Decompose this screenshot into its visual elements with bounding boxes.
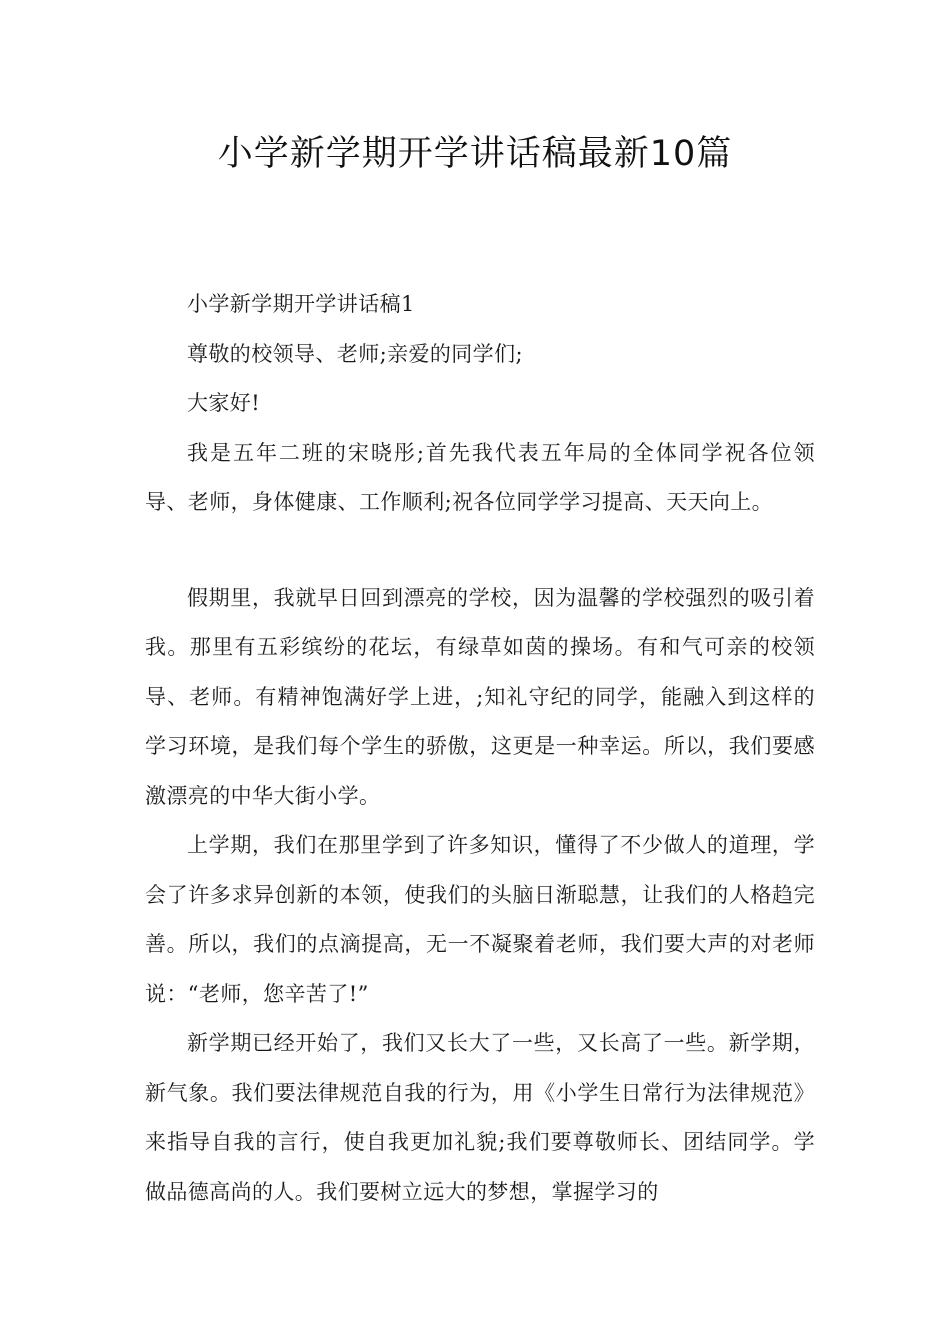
body-paragraph: 假期里，我就早日回到漂亮的学校，因为温馨的学校强烈的吸引着我。那里有五彩缤纷的花坛，有绿草如茵的操场。有和气可亲的校领导、老师。有精神饱满好学上进，;知礼守纪的同学，能融入到这样的学习环境，是我们每个学生的骄傲，这更是一种幸运。所以，我们要感激漂亮的中华大街小学。	[145, 585, 815, 808]
body-paragraph: 上学期，我们在那里学到了许多知识，懂得了不少做人的道理，学会了许多求异创新的本领，使我们的头脑日渐聪慧，让我们的人格趋完善。所以，我们的点滴提高，无一不凝聚着老师，我们要大声的对老师说：“老师，您辛苦了!”	[145, 833, 815, 1006]
body-paragraph: 我是五年二班的宋晓彤;首先我代表五年局的全体同学祝各位领导、老师，身体健康、工作顺利;祝各位同学学习提高、天天向上。	[145, 440, 815, 514]
document-body	[145, 280, 815, 1217]
salutation: 尊敬的校领导、老师;亲爱的同学们;	[187, 341, 523, 366]
paragraph-spacer	[145, 528, 815, 574]
body-paragraph: 新学期已经开始了，我们又长大了一些，又长高了一些。新学期，新气象。我们要法律规范自我的行为，用《小学生日常行为法律规范》来指导自我的言行，使自我更加礼貌;我们要尊敬师长、团结同学。学做品德高尚的人。我们要树立远大的梦想，掌握学习的	[145, 1031, 815, 1204]
section-heading: 小学新学期开学讲话稿1	[187, 292, 415, 316]
document-title: 小学新学期开学讲话稿最新10篇	[217, 134, 733, 174]
greeting: 大家好!	[187, 391, 261, 415]
